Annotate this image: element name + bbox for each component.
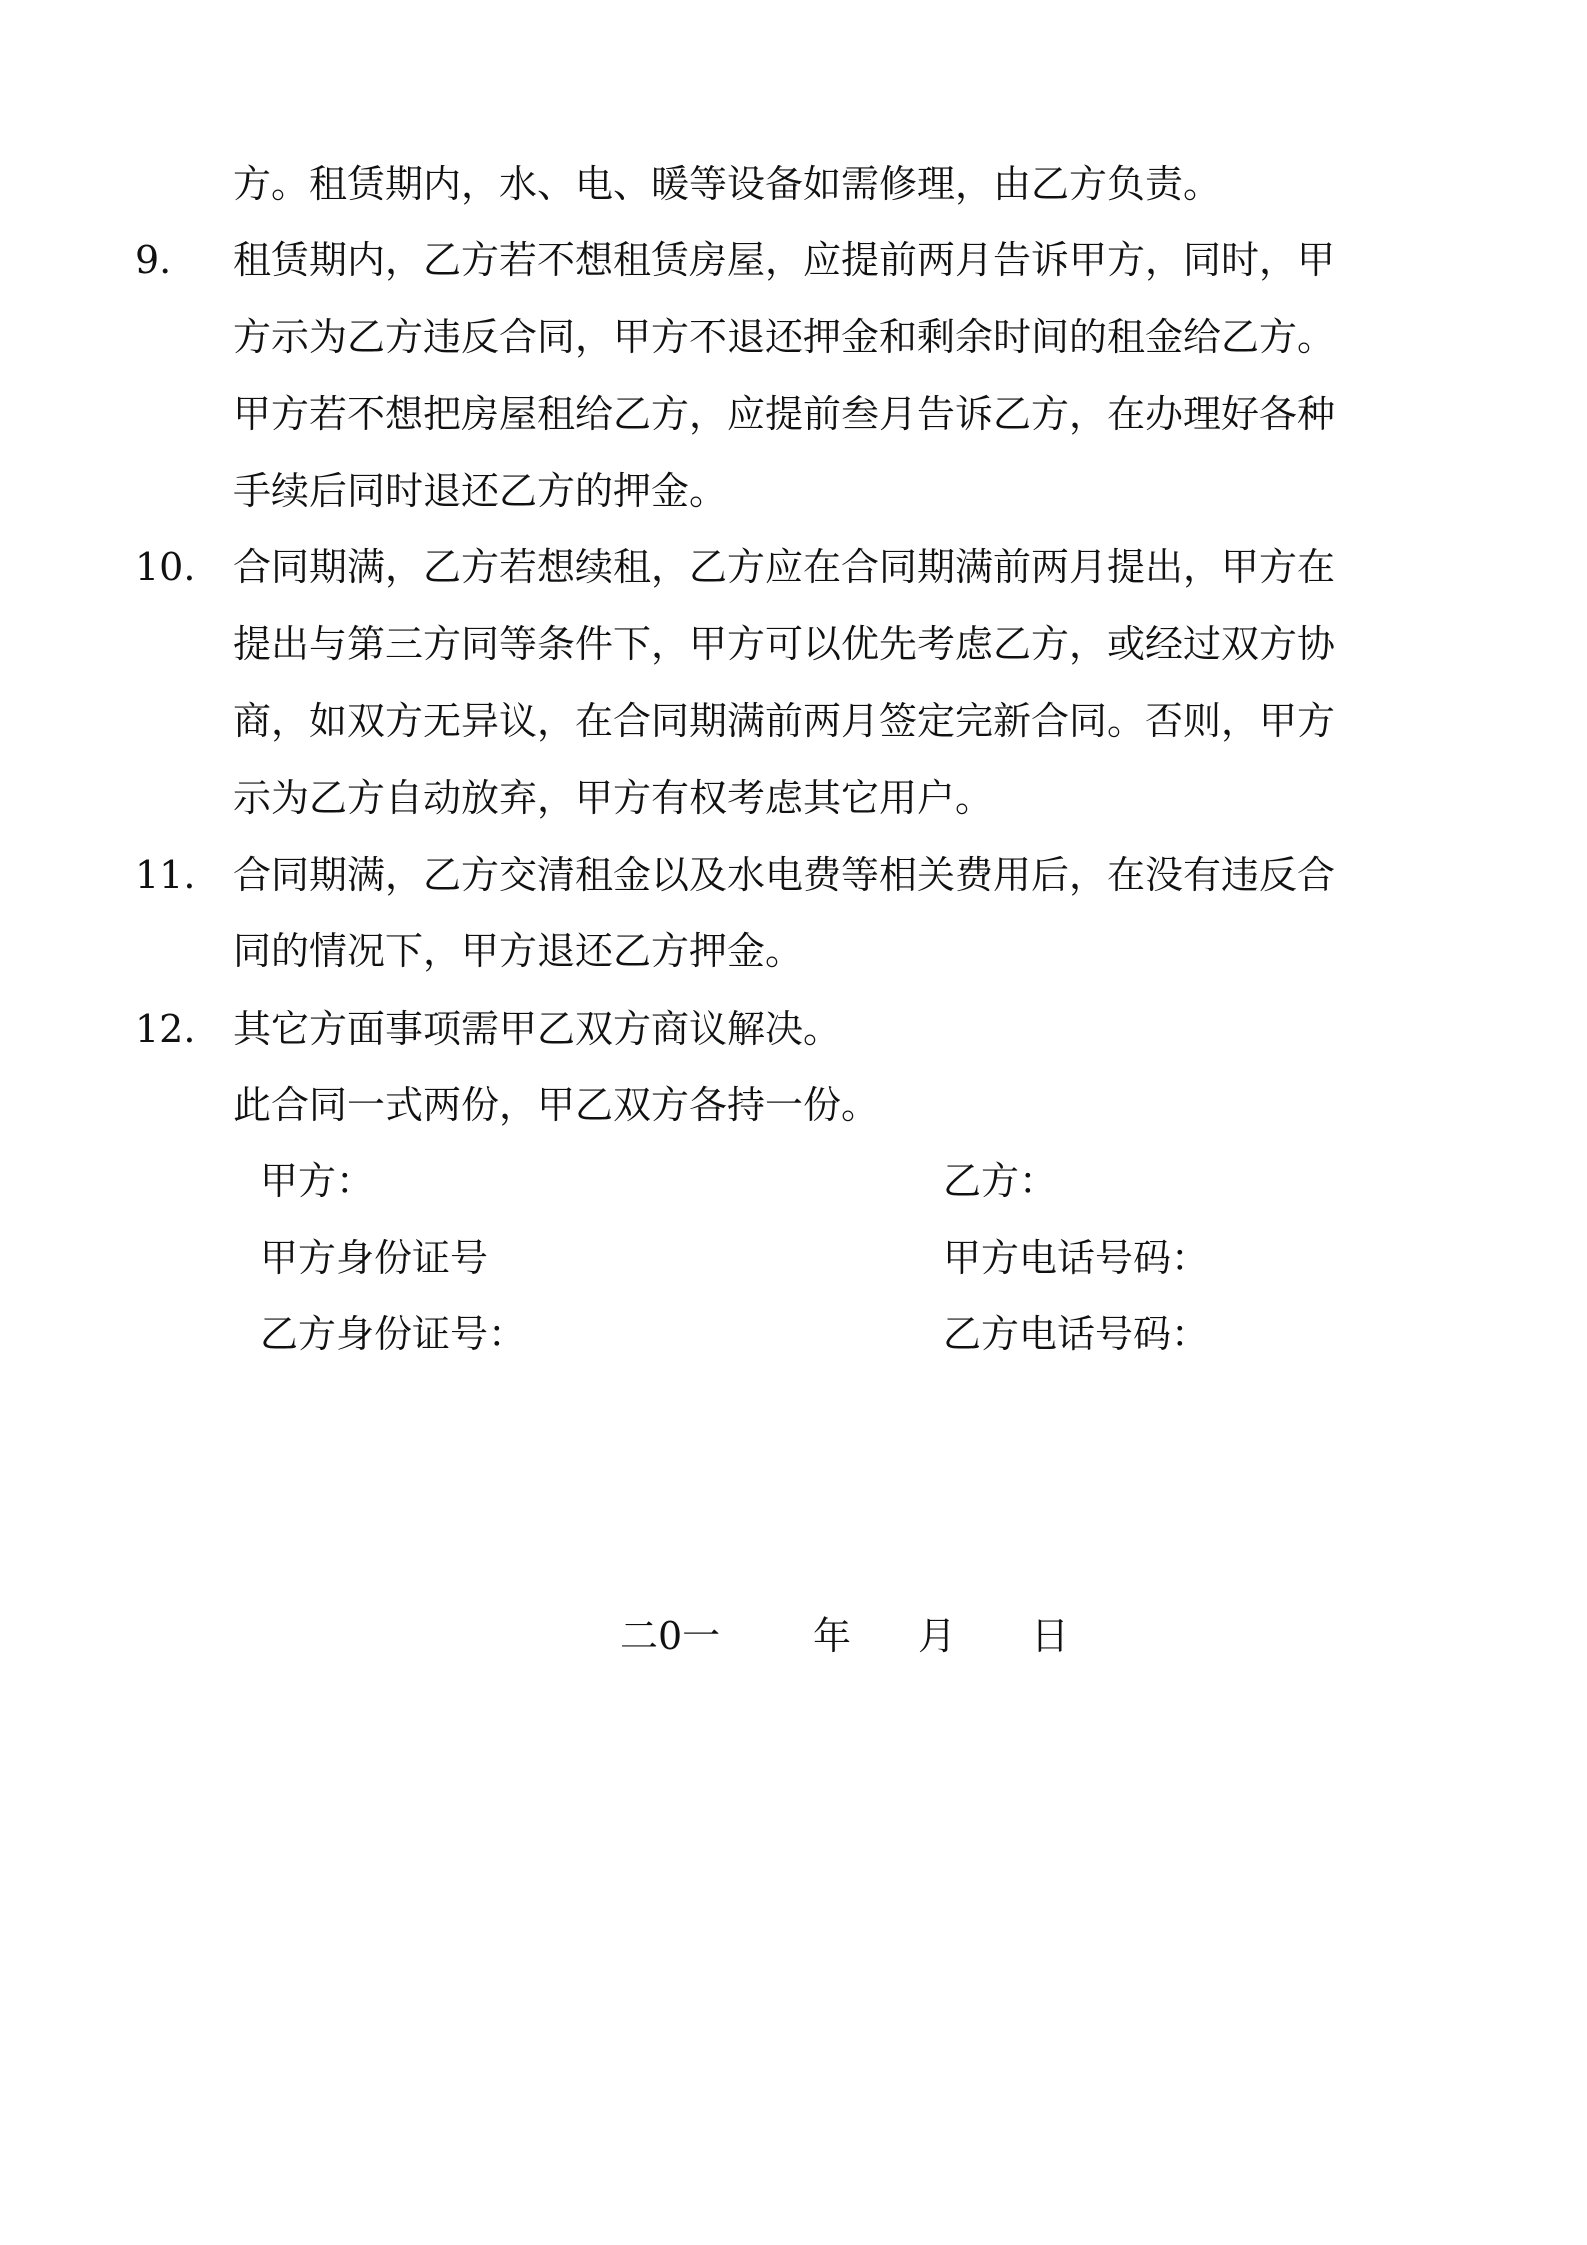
clause-9-line: 租赁期内，乙方若不想租赁房屋，应提前两月告诉甲方，同时，甲: [233, 238, 1336, 282]
date-month-label: 月: [918, 1614, 957, 1658]
copies-note: 此合同一式两份，甲乙双方各持一份。: [233, 1083, 880, 1127]
party-a-phone-label: 甲方电话号码：: [943, 1236, 1210, 1280]
clause-10-line: 合同期满，乙方若想续租，乙方应在合同期满前两月提出，甲方在: [233, 545, 1336, 589]
party-a-id-label: 甲方身份证号: [260, 1236, 489, 1280]
clause-10-line: 示为乙方自动放弃，甲方有权考虑其它用户。: [233, 776, 994, 820]
clause-10-line: 商，如双方无异议，在合同期满前两月签定完新合同。否则，甲方: [233, 699, 1336, 743]
party-b-label: 乙方：: [943, 1159, 1058, 1203]
party-b-phone-label: 乙方电话号码：: [943, 1312, 1210, 1356]
clause-9-number: 9.: [135, 238, 172, 282]
clause-11-line: 同的情况下，甲方退还乙方押金。: [233, 929, 804, 973]
clause-10-line: 提出与第三方同等条件下，甲方可以优先考虑乙方，或经过双方协: [233, 622, 1336, 666]
clause-12-line: 其它方面事项需甲乙双方商议解决。: [233, 1007, 842, 1051]
date-day-label: 日: [1031, 1614, 1070, 1658]
clause-10-number: 10.: [135, 545, 196, 589]
clause-11-number: 11.: [135, 853, 196, 897]
clause-9-line: 甲方若不想把房屋租给乙方，应提前叁月告诉乙方，在办理好各种: [233, 392, 1336, 436]
clause-11-line: 合同期满，乙方交清租金以及水电费等相关费用后，在没有违反合: [233, 853, 1336, 897]
party-b-id-label: 乙方身份证号：: [260, 1312, 527, 1356]
date-year-label: 年: [813, 1614, 852, 1658]
clause-8-continuation: 方。租赁期内，水、电、暖等设备如需修理，由乙方负责。: [233, 162, 1222, 206]
clause-12-number: 12.: [135, 1007, 196, 1051]
clause-9-line: 方示为乙方违反合同，甲方不退还押金和剩余时间的租金给乙方。: [233, 315, 1336, 359]
date-year-prefix: 二0一: [620, 1614, 721, 1658]
party-a-label: 甲方：: [260, 1159, 375, 1203]
clause-9-line: 手续后同时退还乙方的押金。: [233, 469, 728, 513]
